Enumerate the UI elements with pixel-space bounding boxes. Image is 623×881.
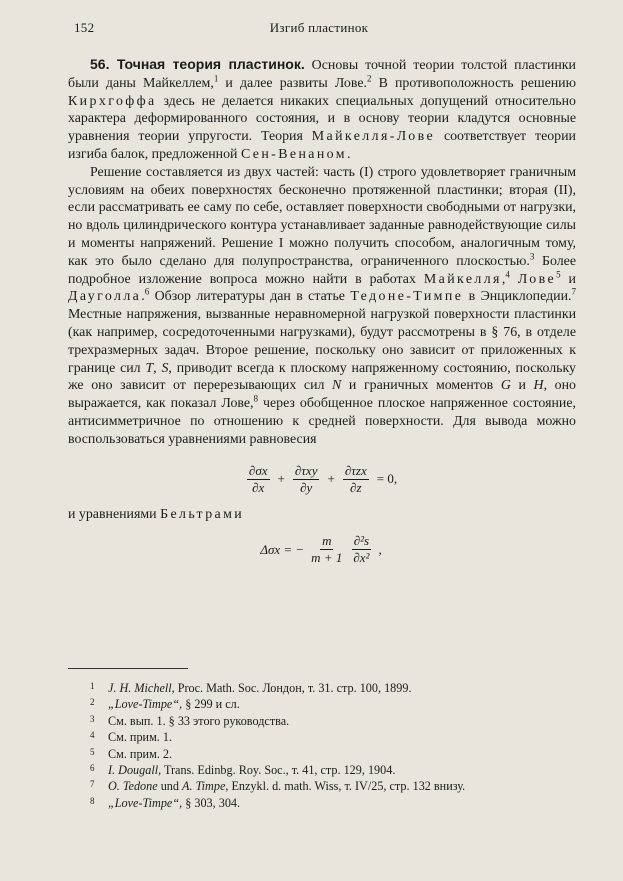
footnote-4: 4 См. прим. 1. (90, 730, 173, 745)
symbol-T: T (145, 360, 154, 376)
symbol-N: N (332, 378, 342, 394)
footnote-ref: 5 (556, 268, 561, 279)
footnote-ref: 6 (144, 286, 150, 297)
fraction: $\frac{\partial\sigma x}{\partial x}$ (248, 462, 268, 495)
symbol-G: G (500, 378, 511, 394)
running-title: Изгиб пластинок (269, 20, 369, 35)
name-saint-venant: Сен-Венаном (240, 146, 347, 162)
footnote-ref: 4 (505, 268, 510, 279)
symbol-H: H (533, 378, 544, 394)
paragraph-3: и уравнениями Бельтрами (68, 506, 245, 522)
footnote-7: 7 O. Tedone und A. Timpe, Enzykl. d. math. Wiss, т. IV/25, стр. 132 внизу. (90, 779, 466, 794)
footnote-1: 1 J. H. Michell, Proc. Math. Soc. Лондон, т. 31. стр. 100, 1899. (90, 681, 412, 695)
footnote-divider (68, 668, 188, 669)
name-tedone-timpe: Тедоне-Тимпе (350, 289, 464, 305)
name-kirchhoff: Кирхгоффа (68, 93, 157, 109)
name-love: Лове (517, 271, 557, 287)
footnote-ref: 7 (571, 286, 576, 297)
footnote-ref: 3 (529, 251, 535, 262)
name-dougall: Дауголла (68, 289, 142, 305)
fraction: $\frac{m}{m + 1}$ (311, 533, 343, 566)
footnote-3: 3 См. вып. 1. § 33 этого руководства. (90, 713, 290, 728)
name-michell-love: Майкелля-Лове (311, 129, 436, 145)
fraction: $\frac{\text{∂τxy}}{\partial y}$ (294, 462, 318, 495)
page-number: 152 (74, 20, 95, 35)
page-header (74, 20, 564, 40)
main-text (68, 56, 576, 566)
fraction: $\frac{\text{∂²s}}{\text{∂x²}}$ (353, 533, 370, 566)
name-beltrami: Бельтрами (160, 506, 245, 522)
paragraph-2: Решение составляется из двух частей: часть (I) строго удовлетворяет граничным условиям на обеих поверхностях бесконечно протяженной пластинки; вторая (II), если рассматривать ее саму по себе, оставляет поверхности свободными от нагрузки, но вдоль цилиндрического контура устанавливает заданные равнодействующие силы и моменты напряжений. Решение I можно получить способом, аналогичным тому, как это было сделано для полупространства, ограниченного плоскостью.$^3$ Более подробное изложение вопроса можно найти в работах Майкелля,$^4$ Лове$^5$ и Дауголла.$^6$ Обзор литературы дан в статье Тедоне-Тимпе в Энциклопедии.$^7$ Местные напряжения, вызванные неравномерной нагрузкой поверхности пластинки (как например, сосредоточенными нагрузками), будут рассмотрены в § 76, в отделе трехразмерных задач. Второе решение, поскольку оно зависит от приложенных к границе сил T, S, приводит всегда к плоскому напряженному состоянию, поскольку же оно зависит от перерезывающих сил N и граничных моментов G и H, оно выражается, как показал Лове,$^8$ через обобщенное плоское напряженное состояние, антисимметричное по отношению к средней поверхности. Для вывода можно воспользоваться уравнениями равновесия (68, 164, 576, 447)
footnote-ref: 8 (253, 393, 259, 404)
name-michell: Майкелля (423, 271, 502, 287)
section-title: 56. Точная теория пластинок. (90, 56, 305, 72)
paragraph-1: 56. Точная теория пластинок. Основы точной теории толстой пластинки были даны Майкеллем,$^1$ и далее развиты Лове.$^2$ В противоположность решению Кирхгоффа здесь не делается никаких специальных допущений относительно характера деформированного состояния, и в основу теории кладутся основные уравнения теории упругости. Теория Майкелля-Лове соответствует теории изгиба балок, предложенной Сен-Венаном. (68, 56, 576, 162)
footnote-5: 5 См. прим. 2. (90, 746, 173, 761)
footnote-ref: 1 (213, 73, 219, 84)
equilibrium-equation: $\frac{\partial\sigma x}{\partial x}$ + $\frac{\text{∂τxy}}{\partial y}$ + $\frac{\text{∂τzx}}{\partial z}$ = 0, (248, 462, 398, 495)
fraction: $\frac{\text{∂τzx}}{\partial z}$ (344, 462, 367, 495)
footnote-ref: 2 (366, 73, 372, 84)
footnote-8: 8 „Love-Timpe“, § 303, 304. (90, 795, 241, 810)
footnotes (68, 680, 578, 811)
symbol-S: S (161, 360, 169, 376)
footnote-2: 2 „Love-Timpe“, § 299 и сл. (90, 697, 240, 712)
footnote-6: 6 I. Dougall, Trans. Edinbg. Roy. Soc., т. 41, стр. 129, 1904. (90, 763, 396, 778)
beltrami-equation: Δσx = − $\frac{m}{m + 1}$ $\frac{\text{∂²s}}{\text{∂x²}}$ , (260, 533, 382, 566)
